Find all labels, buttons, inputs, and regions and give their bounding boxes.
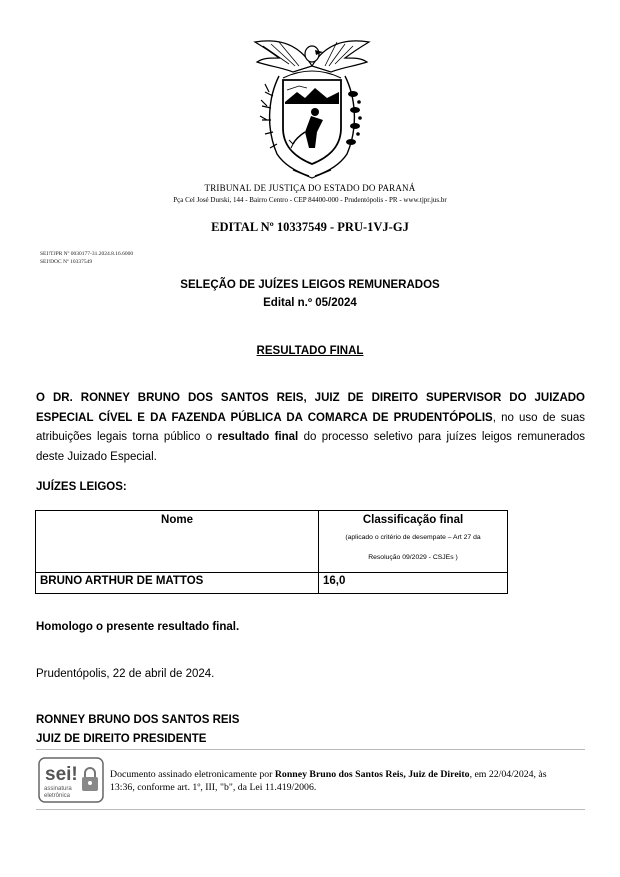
signature-text-2: , em 22/04/2024, às 13:36, conforme art. 1º, III, "b", da Lei 11.419/2006. <box>110 769 547 793</box>
sei-process-number: SEI!TJPR Nº 0030177-31.2024.8.16.6000 <box>40 251 134 257</box>
judge-name-cell: BRUNO ARTHUR DE MATTOS <box>36 573 319 594</box>
sei-electronic-signature-logo <box>38 757 104 803</box>
paragraph-text-1: , no uso de suas atribuições legais torna público o <box>36 411 585 443</box>
paragraph-text-2: do processo seletivo para juízes leigos remunerados deste Juizado Especial. <box>36 431 585 463</box>
date-line: Prudentópolis, 22 de abril de 2024. <box>36 668 215 680</box>
homologation-statement: Homologo o presente resultado final. <box>36 621 240 633</box>
signature-divider-bottom <box>36 809 585 810</box>
sei-logo-sub1: assinatura <box>44 786 72 792</box>
judges-heading: JUÍZES LEIGOS: <box>36 481 127 493</box>
paragraph-result-emphasis: resultado final <box>217 431 299 443</box>
edital-number: Edital n.º 05/2024 <box>263 297 357 309</box>
court-name: TRIBUNAL DE JUSTIÇA DO ESTADO DO PARANÁ <box>204 183 416 193</box>
signer-role: JUIZ DE DIREITO PRESIDENTE <box>36 733 207 745</box>
signature-text <box>110 768 550 794</box>
table-row <box>36 573 508 594</box>
judge-score-cell: 16,0 <box>319 573 508 594</box>
table-header-row <box>36 511 508 573</box>
body-paragraph <box>36 389 585 467</box>
column-header-note-line1: (aplicado o critério de desempate – Art 27 da <box>345 534 481 541</box>
column-header-note <box>319 528 507 568</box>
result-title: RESULTADO FINAL <box>256 345 364 357</box>
column-header-classification <box>319 511 508 573</box>
selection-title: SELEÇÃO DE JUÍZES LEIGOS REMUNERADOS <box>180 279 440 291</box>
court-address: Pça Cel José Durski, 144 - Bairro Centro - CEP 84400-000 - Prudentópolis - PR - www.tjpr.jus.br <box>173 196 447 204</box>
sei-identifiers <box>40 250 133 266</box>
judges-table <box>35 510 508 594</box>
column-header-name: Nome <box>36 511 319 573</box>
column-header-note-line2: Resolução 09/2029 - CSJEs ) <box>368 554 458 561</box>
sei-document-number: SEI!DOC Nº 10337549 <box>40 259 93 265</box>
signature-signer: Ronney Bruno dos Santos Reis, Juiz de Direito <box>274 769 470 780</box>
sei-logo-text: sei! <box>45 764 78 785</box>
signer-name: RONNEY BRUNO DOS SANTOS REIS <box>36 714 240 726</box>
sei-logo-sub2: eletrônica <box>44 793 71 799</box>
edital-title: EDITAL Nº 10337549 - PRU-1VJ-GJ <box>211 220 409 234</box>
signature-text-1: Documento assinado eletronicamente por <box>110 769 275 780</box>
parana-coat-of-arms <box>249 36 375 181</box>
signature-divider-top <box>36 749 585 750</box>
column-header-classification-label: Classificação final <box>362 514 464 526</box>
paragraph-judge-intro: O DR. RONNEY BRUNO DOS SANTOS REIS, JUIZ DE DIREITO SUPERVISOR DO JUIZADO ESPECIAL CÍVEL E DA FAZENDA PÚBLICA DA COMARCA DE PRUDENTÓPOLIS <box>36 392 585 424</box>
